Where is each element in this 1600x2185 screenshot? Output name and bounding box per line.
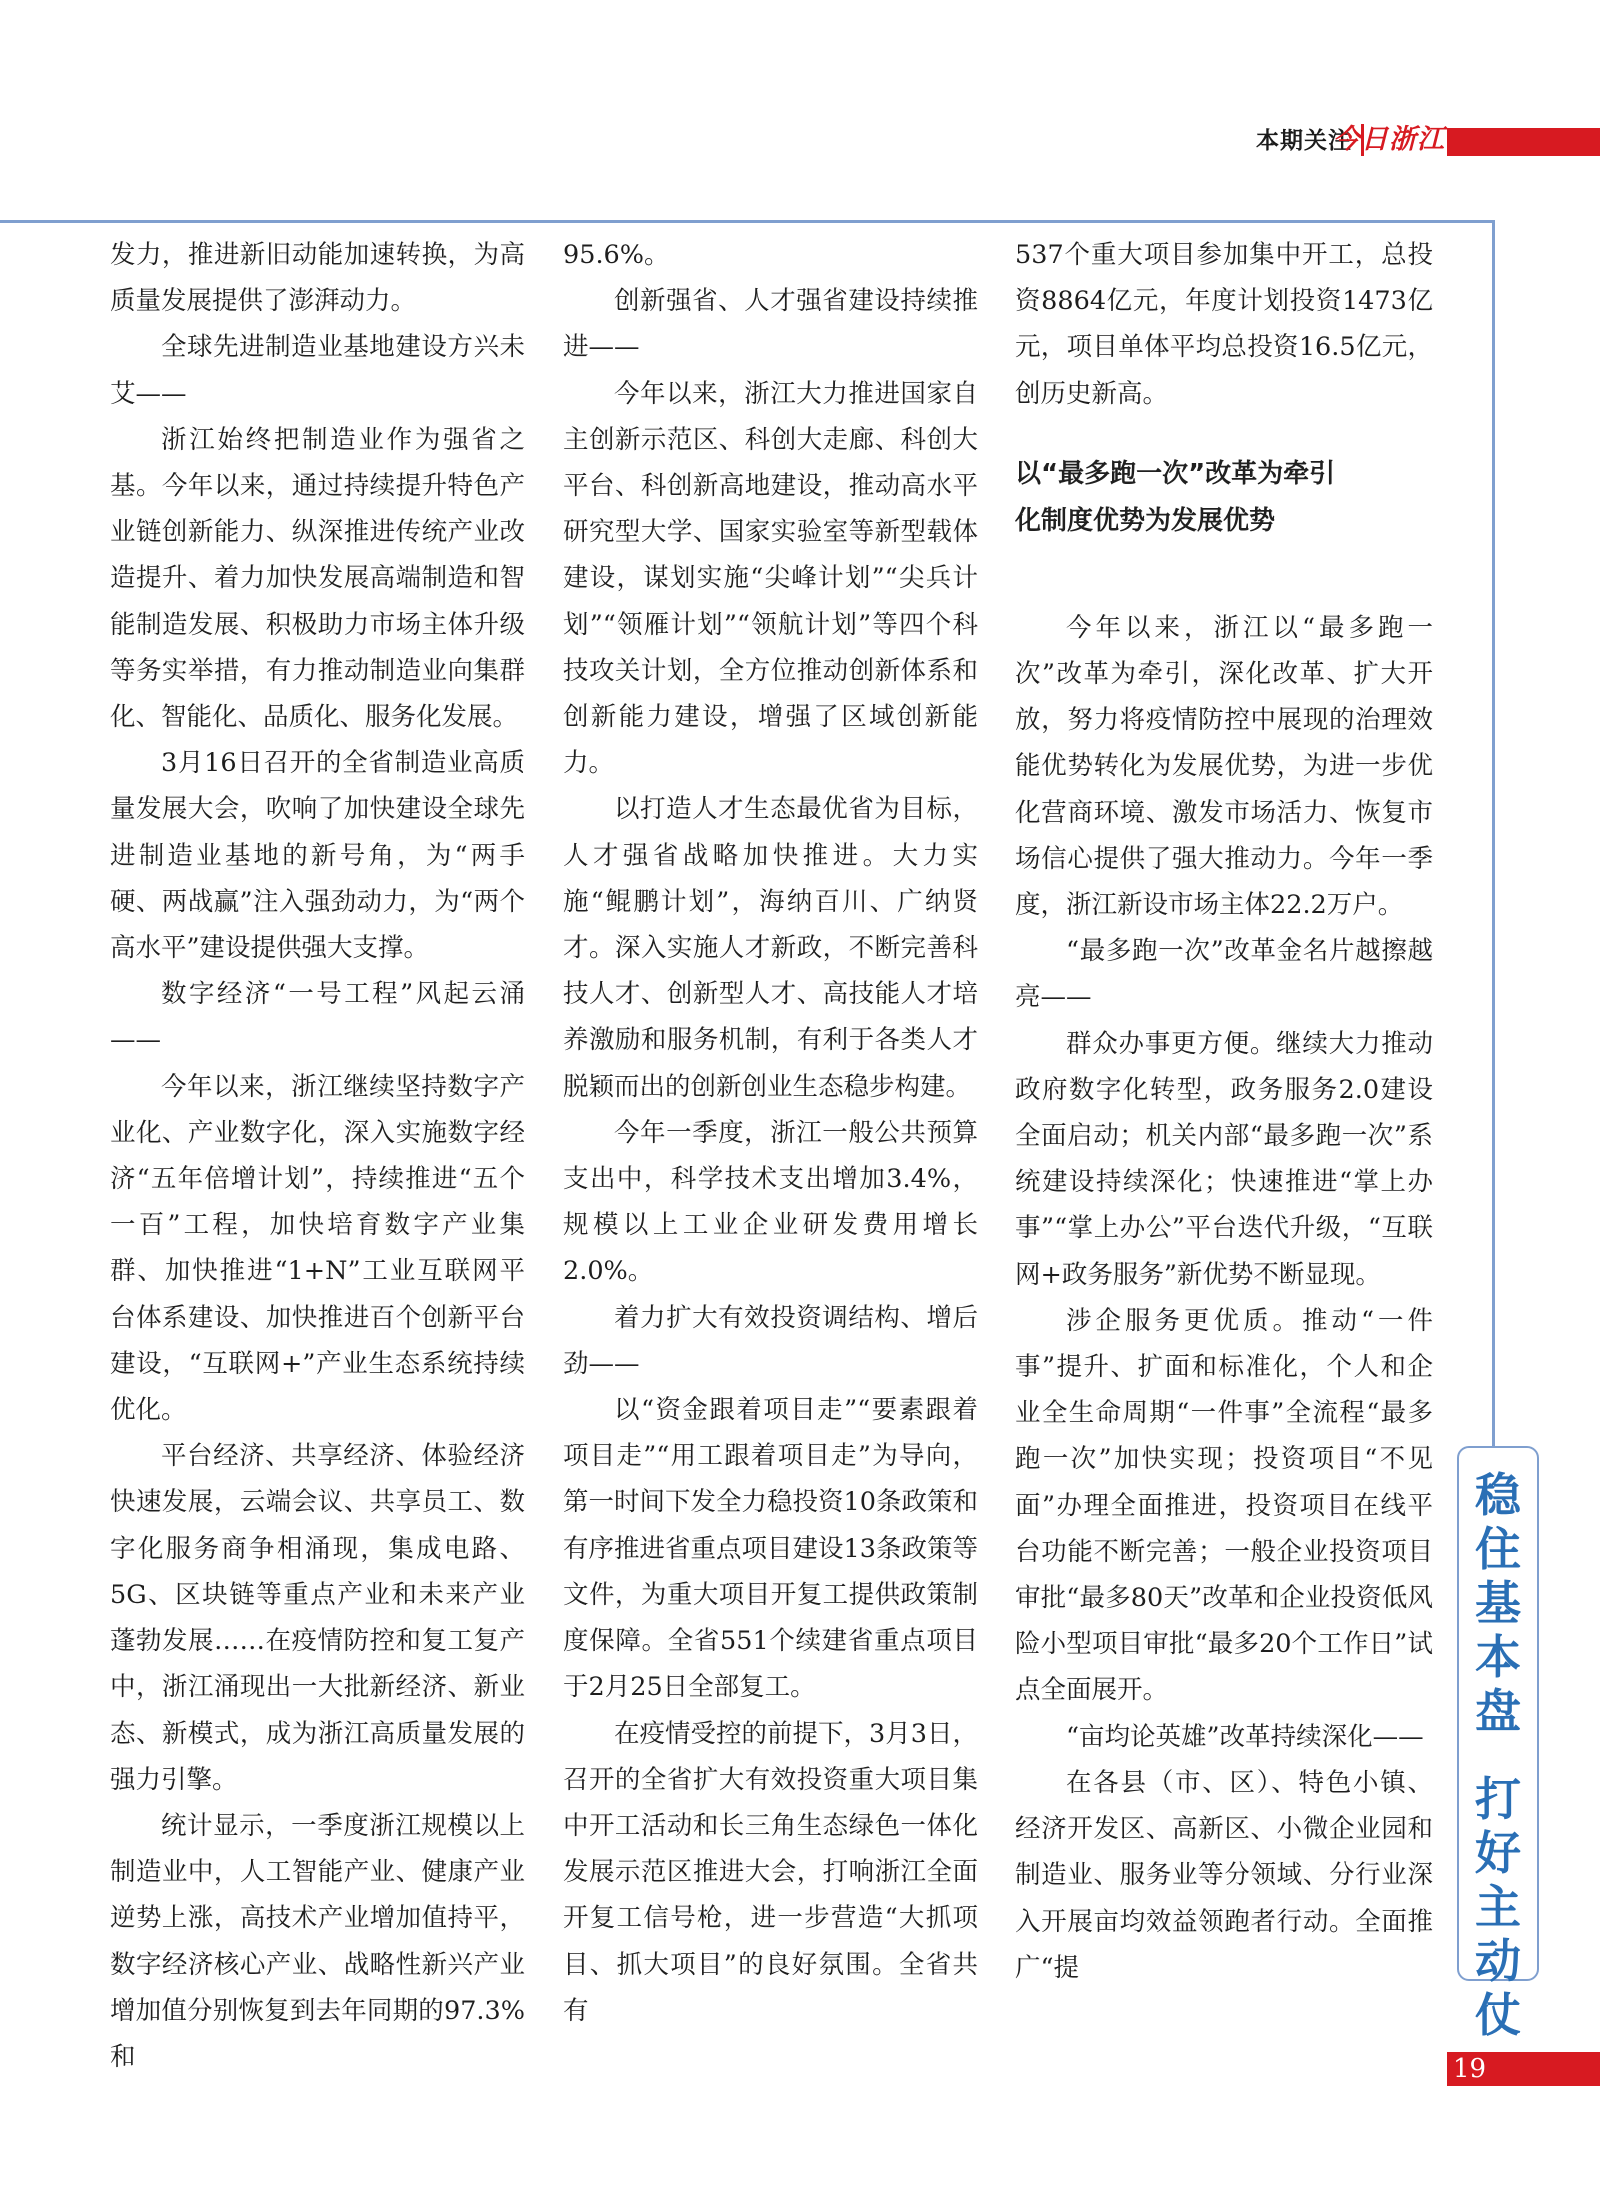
paragraph: 发力，推进新旧动能加速转换，为高质量发展提供了澎湃动力。 [110,240,525,317]
paragraph: 今年以来，浙江继续坚持数字产业化、产业数字化，深入实施数字经济“五年倍增计划”，持续推进“五个一百”工程，加快培育数字产业集群、加快推进“1+N”工业互联网平台体系建设、加快推进百个创新平台建设，“互联网+”产业生态系统持续优化。 [110,1071,525,1426]
frame-top-line [0,220,1495,223]
paragraph: 以“资金跟着项目走”“要素跟着项目走”“用工跟着项目走”为导向，第一时间下发全力稳投资10条政策和有序推进省重点项目建设13条政策等文件，为重大项目开复工提供政策制度保障。全省551个续建省重点项目于2月25日全部复工。 [563,1395,978,1703]
column-2 [563,232,978,2034]
paragraph: 浙江始终把制造业作为强省之基。今年以来，通过持续提升特色产业链创新能力、纵深推进传统产业改造提升、着力加快发展高端制造和智能制造发展、积极助力市场主体升级等务实举措，有力推动制造业向集群化、智能化、品质化、服务化发展。 [110,424,525,733]
side-title-char: 住 [1475,1522,1521,1576]
paragraph: “最多跑一次”改革金名片越擦越亮—— [1015,936,1433,1013]
paragraph: 537个重大项目参加集中开工，总投资8864亿元，年度计划投资1473亿元，项目单体平均总投资16.5亿元，创历史新高。 [1015,240,1433,409]
side-title-char: 仗 [1475,1988,1521,2042]
header-red-bar [1447,128,1600,156]
paragraph: 95.6%。 [563,240,670,270]
paragraph: 在各县（市、区）、特色小镇、经济开发区、高新区、小微企业园和制造业、服务业等分领域、分行业深入开展亩均效益领跑者行动。全面推广“提 [1015,1767,1433,1983]
paragraph: 今年一季度，浙江一般公共预算支出中，科学技术支出增加3.4%，规模以上工业企业研发费用增长2.0%。 [563,1117,978,1287]
side-title-char: 稳 [1475,1468,1521,1522]
side-title-char: 盘 [1475,1684,1521,1738]
side-title-char: 打 [1475,1772,1521,1826]
paragraph: 全球先进制造业基地建设方兴未艾—— [110,332,525,409]
column-3 [1015,232,1433,1991]
column-3-bottom [1015,605,1433,1991]
paragraph: 平台经济、共享经济、体验经济快速发展，云端会议、共享员工、数字化服务商争相涌现，集成电路、5G、区块链等重点产业和未来产业蓬勃发展……在疫情防控和复工复产中，浙江涌现出一大批新经济、新业态、新模式，成为浙江高质量发展的强力引擎。 [110,1441,525,1795]
subheading-line-1: 以“最多跑一次”改革为牵引 [1015,458,1336,489]
subheading-line-2: 化制度优势为发展优势 [1015,505,1276,536]
side-title-char: 主 [1475,1880,1521,1934]
page-header [1160,124,1600,158]
paragraph: 今年以来，浙江以“最多跑一次”改革为牵引，深化改革、扩大开放，努力将疫情防控中展现的治理效能优势转化为发展优势，为进一步优化营商环境、激发市场活力、恢复市场信心提供了强大推动力。今年一季度，浙江新设市场主体22.2万户。 [1015,612,1433,921]
paragraph: 数字经济“一号工程”风起云涌—— [110,979,525,1056]
page-number-bar [1447,2052,1600,2086]
paragraph: 创新强省、人才强省建设持续推进—— [563,286,978,363]
paragraph: 今年以来，浙江大力推进国家自主创新示范区、科创大走廊、科创大平台、科创新高地建设，推动高水平研究型大学、国家实验室等新型载体建设，谋划实施“尖峰计划”“尖兵计划”“领雁计划”“领航计划”等四个科技攻关计划，全方位推动创新体系和创新能力建设，增强了区域创新能力。 [563,378,978,779]
paragraph: 着力扩大有效投资调结构、增后劲—— [563,1302,978,1379]
paragraph: 群众办事更方便。继续大力推动政府数字化转型，政务服务2.0建设全面启动；机关内部“最多跑一次”系统建设持续深化；快速推进“掌上办事”“掌上办公”平台迭代升级，“互联网+政务服务”新优势不断显现。 [1015,1028,1433,1290]
side-title-tab [1457,1446,1539,2042]
frame-right-line [1492,220,1495,1447]
side-title-char: 好 [1475,1826,1521,1880]
paragraph: 以打造人才生态最优省为目标，人才强省战略加快推进。大力实施“鲲鹏计划”，海纳百川、广纳贤才。深入实施人才新政，不断完善科技人才、创新型人才、高技能人才培养激励和服务机制，有利于各类人才脱颖而出的创新创业生态稳步构建。 [563,794,978,1102]
section-subheading [1015,451,1433,545]
side-title-gap [1459,1738,1537,1772]
page-number: 19 [1453,2054,1487,2084]
side-title-char: 基 [1475,1576,1521,1630]
section-label: 本期关注 [1256,128,1352,154]
column-3-top [1015,232,1433,417]
paragraph: 涉企服务更优质。推动“一件事”提升、扩面和标准化，个人和企业全生命周期“一件事”全流程“最多跑一次”加快实现；投资项目“不见面”办理全面推进，投资项目在线平台功能不断完善；一般企业投资项目审批“最多80天”改革和企业投资低风险小型项目审批“最多20个工作日”试点全面展开。 [1015,1305,1433,1706]
side-title [1459,1468,1537,2042]
paragraph: “亩均论英雄”改革持续深化—— [1066,1721,1424,1752]
column-1 [110,232,525,2080]
paragraph: 在疫情受控的前提下，3月3日，召开的全省扩大有效投资重大项目集中开工活动和长三角生态绿色一体化发展示范区推进大会，打响浙江全面开复工信号枪，进一步营造“大抓项目、抓大项目”的良好氛围。全省共有 [563,1718,978,2026]
magazine-logo: 今日浙江 [1333,124,1445,155]
paragraph: 统计显示，一季度浙江规模以上制造业中，人工智能产业、健康产业逆势上涨，高技术产业增加值持平，数字经济核心产业、战略性新兴产业增加值分别恢复到去年同期的97.3%和 [110,1810,525,2072]
paragraph: 3月16日召开的全省制造业高质量发展大会，吹响了加快建设全球先进制造业基地的新号角，为“两手硬、两战赢”注入强劲动力，为“两个高水平”建设提供强大支撑。 [110,748,525,964]
side-title-char: 动 [1475,1934,1521,1988]
side-title-char: 本 [1475,1630,1521,1684]
